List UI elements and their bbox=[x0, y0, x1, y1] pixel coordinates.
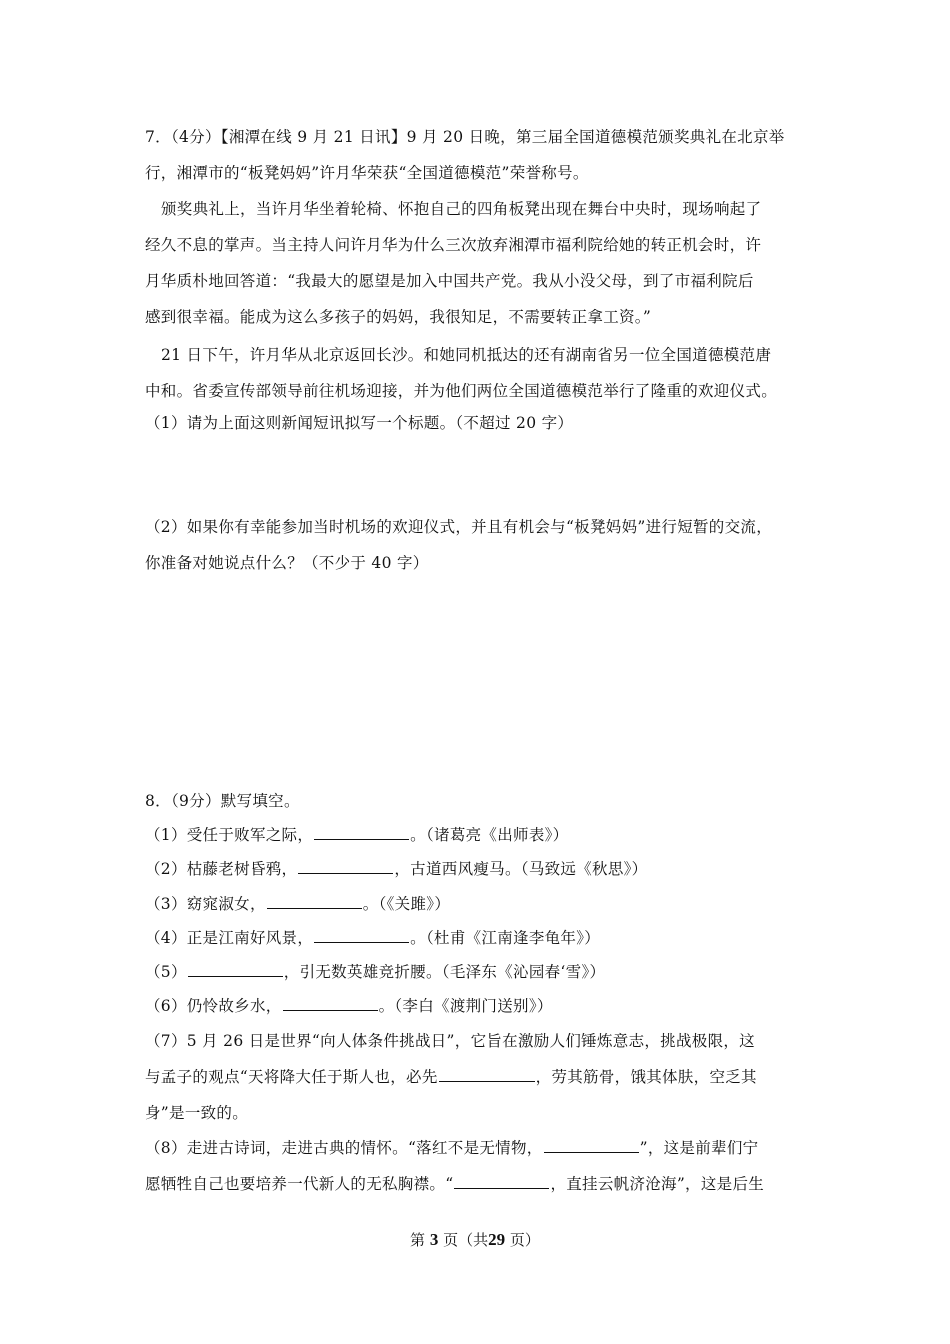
q8-item-3-blank[interactable] bbox=[267, 894, 362, 909]
q8-item-4-blank[interactable] bbox=[314, 928, 409, 943]
q7-line-1: 7．（4分）【湘潭在线 9 月 21 日讯】9 月 20 日晚，第三届全国道德模范颁奖典礼在北京举 bbox=[145, 128, 785, 146]
q8-item-1-blank[interactable] bbox=[314, 825, 409, 840]
q7-paragraph-2-line-4: 感到很幸福。能成为这么多孩子的妈妈，我很知足，不需要转正拿工资。” bbox=[145, 308, 652, 326]
q7-subquestion-1: （1）请为上面这则新闻短讯拟写一个标题。（不超过 20 字） bbox=[145, 414, 574, 432]
q8-item-5-prompt: （5） bbox=[145, 963, 187, 981]
q8-item-8-prompt-2: 愿牺牲自己也要培养一代新人的无私胸襟。“ bbox=[145, 1175, 454, 1193]
q7-paragraph-3-line-1: 21 日下午，许月华从北京返回长沙。和她同机抵达的还有湖南省另一位全国道德模范唐 bbox=[161, 346, 772, 364]
q8-item-7-line-2 bbox=[145, 1067, 757, 1087]
q8-item-2-blank[interactable] bbox=[298, 859, 393, 874]
q8-item-1-source: 。（诸葛亮《出师表》） bbox=[410, 826, 569, 844]
q8-item-3 bbox=[145, 894, 450, 914]
q8-item-2-prompt: （2）枯藤老树昏鸦， bbox=[145, 860, 298, 878]
q8-item-3-source: 。（《关雎》） bbox=[362, 895, 451, 913]
q8-item-7-continuation: ，劳其筋骨，饿其体肤，空乏其 bbox=[535, 1068, 757, 1086]
q7-paragraph-2-line-1: 颁奖典礼上，当许月华坐着轮椅、怀抱自己的四角板凳出现在舞台中央时，现场响起了 bbox=[161, 200, 762, 218]
q8-item-7-line-3: 身”是一致的。 bbox=[145, 1104, 249, 1122]
q8-item-8-line-2 bbox=[145, 1174, 764, 1194]
q7-line-2: 行，湘潭市的“板凳妈妈”许月华荣获“全国道德模范”荣誉称号。 bbox=[145, 164, 589, 182]
q8-item-4 bbox=[145, 928, 600, 948]
footer-suffix: 页） bbox=[509, 1231, 540, 1249]
q8-item-1 bbox=[145, 825, 568, 845]
footer-page-number: 3 bbox=[429, 1230, 439, 1249]
q8-item-8-line-1 bbox=[145, 1138, 758, 1158]
q8-item-8-continuation-2: ，直挂云帆济沧海”，这是后生 bbox=[550, 1175, 765, 1193]
q8-item-7-line-1: （7）5 月 26 日是世界“向人体条件挑战日”，它旨在激励人们锤炼意志，挑战极限，这 bbox=[145, 1032, 755, 1050]
footer-total-pages: 29 bbox=[488, 1230, 506, 1249]
footer-middle: 页（共 bbox=[443, 1231, 489, 1249]
footer-prefix: 第 bbox=[410, 1231, 426, 1249]
q7-paragraph-2-line-2: 经久不息的掌声。当主持人问许月华为什么三次放弃湘潭市福利院给她的转正机会时，许 bbox=[145, 236, 762, 254]
q8-item-4-prompt: （4）正是江南好风景， bbox=[145, 929, 314, 947]
page-footer bbox=[0, 1230, 950, 1250]
q8-item-8-prompt-1: （8）走进古诗词，走进古典的情怀。“落红不是无情物， bbox=[145, 1139, 543, 1157]
q7-paragraph-2-line-3: 月华质朴地回答道：“我最大的愿望是加入中国共产党。我从小没父母，到了市福利院后 bbox=[145, 272, 754, 290]
q8-item-6-blank[interactable] bbox=[283, 996, 378, 1011]
q8-item-6-prompt: （6）仍怜故乡水， bbox=[145, 997, 282, 1015]
q8-item-5-blank[interactable] bbox=[188, 962, 283, 977]
q8-item-8-continuation-1: ”，这是前辈们宁 bbox=[639, 1139, 759, 1157]
q7-subquestion-2-line-2: 你准备对她说点什么？（不少于 40 字） bbox=[145, 554, 429, 572]
q8-item-2 bbox=[145, 859, 647, 879]
q8-item-5 bbox=[145, 962, 605, 982]
q8-title: 8．（9分）默写填空。 bbox=[145, 792, 300, 810]
q8-item-3-prompt: （3）窈窕淑女， bbox=[145, 895, 266, 913]
q8-item-7-blank[interactable] bbox=[439, 1067, 535, 1082]
q7-paragraph-3-line-2: 中和。省委宣传部领导前往机场迎接，并为他们两位全国道德模范举行了隆重的欢迎仪式。 bbox=[145, 382, 778, 400]
q8-item-2-source: ，古道西风瘦马。（马致远《秋思》） bbox=[394, 860, 648, 878]
q8-item-5-source: ，引无数英雄竞折腰。（毛泽东《沁园春‘雪》） bbox=[283, 963, 606, 981]
q7-subquestion-2-line-1: （2）如果你有幸能参加当时机场的欢迎仪式，并且有机会与“板凳妈妈”进行短暂的交流， bbox=[145, 518, 773, 536]
q8-item-8-blank-2[interactable] bbox=[454, 1174, 549, 1189]
q8-item-6-source: 。（李白《渡荆门送别》） bbox=[378, 997, 553, 1015]
q8-item-6 bbox=[145, 996, 553, 1016]
q8-item-8-blank-1[interactable] bbox=[544, 1138, 639, 1153]
q8-item-1-prompt: （1）受任于败军之际， bbox=[145, 826, 314, 844]
q8-item-4-source: 。（杜甫《江南逢李龟年》） bbox=[410, 929, 601, 947]
q8-item-7-prompt: 与孟子的观点“天将降大任于斯人也，必先 bbox=[145, 1068, 438, 1086]
